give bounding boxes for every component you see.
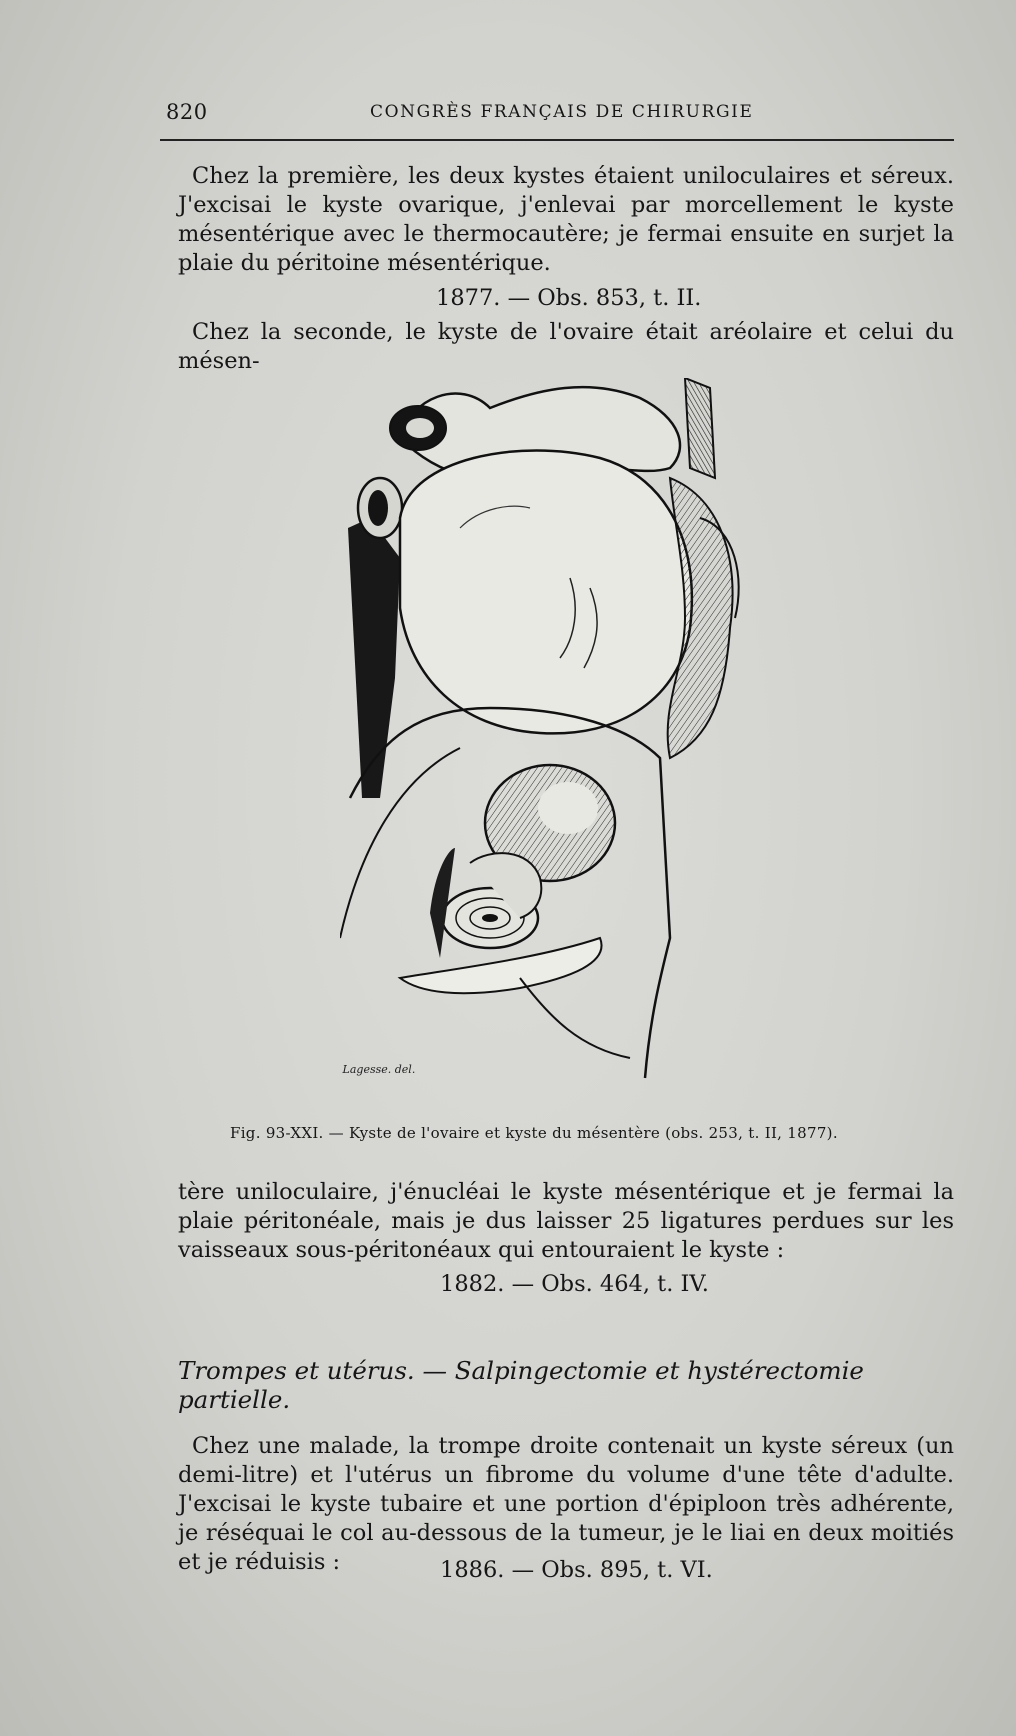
observation-reference-1886: 1886. — Obs. 895, t. VI.: [440, 1557, 713, 1583]
observation-reference-1877: 1877. — Obs. 853, t. II.: [436, 285, 702, 311]
paragraph-second-patient-start: Chez la seconde, le kyste de l'ovaire était aréolaire et celui du mésen-: [178, 319, 954, 374]
engraver-signature: J. Lagesse. del.: [340, 1063, 416, 1076]
anatomical-illustration: [340, 378, 800, 1098]
page-header: [160, 98, 952, 128]
paragraph-first-patient: Chez la première, les deux kystes étaient uniloculaires et séreux. J'excisai le kyste ovarique, j'enlevai par morcellement le kyste mésentérique avec le thermocautère; je fermai ensuite en surjet la plaie du péritoine mésentérique.: [178, 163, 954, 276]
observation-reference-1882: 1882. — Obs. 464, t. IV.: [440, 1271, 709, 1297]
section-heading-trompes-uterus: Trompes et utérus. — Salpingectomie et hystérectomie partielle.: [178, 1356, 864, 1414]
cyst-engraving: [340, 378, 800, 1098]
figure-caption: Fig. 93-XXI. — Kyste de l'ovaire et kyste du mésentère (obs. 253, t. II, 1877).: [230, 1124, 838, 1142]
paragraph-second-patient-continued: tère uniloculaire, j'énucléai le kyste mésentérique et je fermai la plaie péritonéale, mais je dus laisser 25 ligatures perdues sur les vaisseaux sous-péritonéaux qui entouraient le kyste :: [178, 1179, 954, 1263]
page-number: 820: [166, 100, 208, 124]
header-rule: [160, 139, 954, 141]
paragraph-tubal-cyst: Chez une malade, la trompe droite contenait un kyste séreux (un demi-litre) et l'utérus un fibrome du volume d'une tête d'adulte. J'excisai le kyste tubaire et une portion d'épiploon très adhérente, je réséquai le col au-dessous de la tumeur, je le liai en deux moitiés et je réduisis :: [178, 1433, 954, 1575]
running-title: CONGRÈS FRANÇAIS DE CHIRURGIE: [370, 102, 754, 122]
